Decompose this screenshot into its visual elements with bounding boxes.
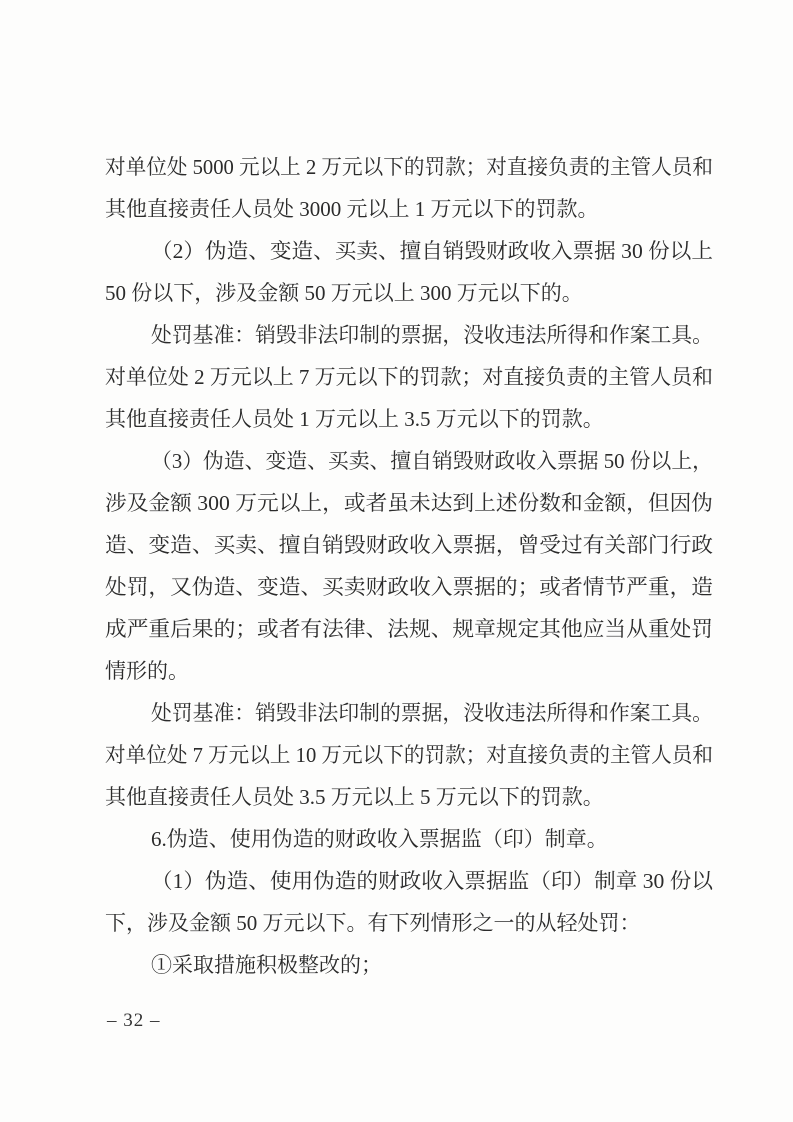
document-body xyxy=(105,146,713,986)
text-line: 其他直接责任人员处 1 万元以上 3.5 万元以下的罚款。 xyxy=(105,407,604,431)
text-line: 对单位处 2 万元以上 7 万元以下的罚款；对直接负责的主管人员和 xyxy=(105,365,713,389)
text-line: （3）伪造、变造、买卖、擅自销毁财政收入票据 50 份以上， xyxy=(151,449,713,473)
text-line: （1）伪造、使用伪造的财政收入票据监（印）制章 30 份以 xyxy=(151,869,713,893)
text-line: ①采取措施积极整改的； xyxy=(151,953,382,977)
text-line: 50 份以下，涉及金额 50 万元以上 300 万元以下的。 xyxy=(105,281,583,305)
text-line: （2）伪造、变造、买卖、擅自销毁财政收入票据 30 份以上 xyxy=(151,239,713,263)
text-line: 情形的。 xyxy=(105,659,189,683)
text-line: 造、变造、买卖、擅自销毁财政收入票据，曾受过有关部门行政 xyxy=(105,533,713,557)
text-line: 涉及金额 300 万元以上，或者虽未达到上述份数和金额，但因伪 xyxy=(105,491,713,515)
text-line: 对单位处 7 万元以上 10 万元以下的罚款；对直接负责的主管人员和 xyxy=(105,743,713,767)
page-number: – 32 – xyxy=(107,1010,161,1031)
text-line: 处罚基准：销毁非法印制的票据，没收违法所得和作案工具。 xyxy=(151,701,713,725)
text-line: 对单位处 5000 元以上 2 万元以下的罚款；对直接负责的主管人员和 xyxy=(105,155,713,179)
text-line: 6.伪造、使用伪造的财政收入票据监（印）制章。 xyxy=(151,827,608,851)
text-line: 处罚，又伪造、变造、买卖财政收入票据的；或者情节严重，造 xyxy=(105,575,713,599)
text-line: 下，涉及金额 50 万元以下。有下列情形之一的从轻处罚： xyxy=(105,911,641,935)
text-line: 其他直接责任人员处 3000 元以上 1 万元以下的罚款。 xyxy=(105,197,599,221)
text-line: 成严重后果的；或者有法律、法规、规章规定其他应当从重处罚 xyxy=(105,617,713,641)
text-line: 处罚基准：销毁非法印制的票据，没收违法所得和作案工具。 xyxy=(151,323,713,347)
text-line: 其他直接责任人员处 3.5 万元以上 5 万元以下的罚款。 xyxy=(105,785,604,809)
